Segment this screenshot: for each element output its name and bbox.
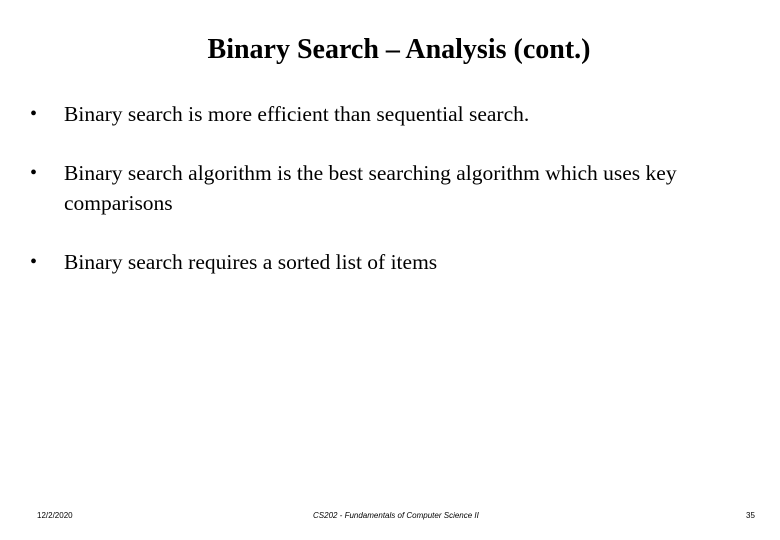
bullet-marker: • bbox=[30, 103, 38, 125]
bullet-item bbox=[30, 99, 760, 129]
bullet-text: Binary search requires a sorted list of items bbox=[64, 250, 438, 274]
footer-course: CS202 - Fundamentals of Computer Science II bbox=[313, 511, 479, 520]
bullet-text: Binary search algorithm is the best searching algorithm which uses key comparisons bbox=[64, 161, 677, 215]
bullet-item bbox=[30, 247, 760, 277]
bullet-text: Binary search is more efficient than sequential search. bbox=[64, 102, 530, 126]
footer-page-number: 35 bbox=[746, 511, 755, 520]
bullet-marker: • bbox=[30, 162, 38, 184]
bullet-marker: • bbox=[30, 251, 38, 273]
footer-date: 12/2/2020 bbox=[37, 511, 73, 520]
slide-title: Binary Search – Analysis (cont.) bbox=[207, 34, 591, 65]
bullet-list bbox=[30, 99, 760, 306]
bullet-item bbox=[30, 158, 760, 218]
